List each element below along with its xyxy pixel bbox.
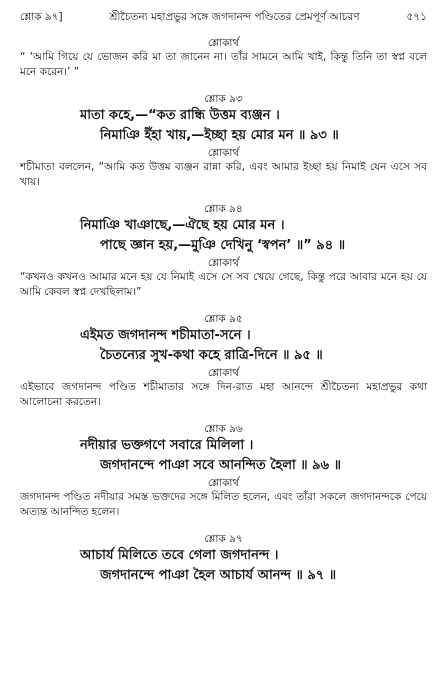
verse-line-2: নিমাঞি ইঁহা খায়,—ইচ্ছা হয় মোর মন ॥ ৯৩ ॥ — [100, 128, 339, 143]
running-header — [20, 10, 427, 24]
verse-heading: শ্লোক ৯৭ — [204, 533, 243, 545]
verse-heading: শ্লোক ৯৬ — [204, 423, 243, 435]
section-verse-94 — [20, 202, 427, 300]
verse-line-2: পাছে জ্ঞান হয়,—মুঞি দেখিনু ‘স্বপন’ ॥” ৯৪ ॥ — [100, 238, 346, 253]
section-verse-93 — [20, 92, 427, 190]
verse-line-2: জগদানন্দে পাঞা সবে আনন্দিত হৈলা ॥ ৯৬ ॥ — [100, 458, 341, 473]
translation-heading: শ্লোকার্থ — [207, 367, 240, 379]
section-verse-95 — [20, 312, 427, 410]
section-verse-97 — [20, 532, 427, 586]
verse-line-2: চৈতন্যের সুখ-কথা কহে রাত্রি-দিনে ॥ ৯৫ ॥ — [100, 348, 323, 363]
section-continuation — [20, 36, 427, 80]
verse-line-1: মাতা কহে,—“কত রান্ধি উত্তম ব্যঞ্জন । — [80, 108, 280, 123]
translation-heading: শ্লোকার্থ — [207, 477, 240, 489]
verse-line-1: নদীয়ার ভক্তগণে সবারে মিলিলা । — [80, 438, 254, 453]
translation-text: “ ‘আমি গিয়ে যে ভোজন করি মা তা জানেন না। তাঁর সামনে আমি খাই, কিন্তু তিনি তা স্বপ্ন বলে মনে করেন।’ ” — [20, 51, 427, 78]
verse-heading: শ্লোক ৯৩ — [204, 93, 243, 105]
verse-line-1: নিমাঞি খাঞাছে,—ঐছে হয় মোর মন । — [80, 218, 285, 233]
translation-text: “কখনও কখনও আমার মনে হয় যে নিমাই এসে সে সব খেয়ে গেছে, কিন্তু পরে আবার মনে হয় যে আমি কেবল স্বপ্ন দেখছিলাম।” — [20, 271, 427, 298]
translation-heading: শ্লোকার্থ — [207, 257, 240, 269]
translation-text: জগদানন্দ পণ্ডিত নদীয়ার সমস্ত ভক্তদের সঙ্গে মিলিত হলেন, এবং তাঁরা সকলে জগদানন্দকে পেয়ে অত্যন্ত আনন্দিত হলেন। — [20, 491, 427, 518]
translation-heading: শ্লোকার্থ — [207, 147, 240, 159]
verse-heading: শ্লোক ৯৪ — [204, 203, 243, 215]
header-verse-ref: শ্লোক ৯৭] — [20, 11, 63, 23]
page-number: ৫৭১ — [406, 11, 427, 23]
translation-text: শচীমাতা বললেন, “আমি কত উত্তম ব্যঞ্জন রান্না করি, এবং আমার ইচ্ছা হয় নিমাই যেন এসে সব খায়। — [20, 161, 427, 188]
verse-line-2: জগদানন্দে পাঞা হৈল আচার্য আনন্দ ॥ ৯৭ ॥ — [100, 568, 337, 583]
verse-line-1: আচার্য মিলিতে তবে গেলা জগদানন্দ । — [80, 548, 279, 563]
header-chapter-title: শ্রীচৈতন্য মহাপ্রভুর সঙ্গে জগদানন্দ পণ্ডিতের প্রেমপূর্ণ আচরণ — [109, 11, 360, 23]
section-verse-96 — [20, 422, 427, 520]
translation-text: এইভাবে জগদানন্দ পণ্ডিত শচীমাতার সঙ্গে দিন-রাত মহা আনন্দে শ্রীচৈতন্য মহাপ্রভুর কথা আলোচনা করতেন। — [20, 381, 427, 408]
verse-line-1: এইমত জগদানন্দ শচীমাতা-সনে । — [80, 328, 251, 343]
verse-heading: শ্লোক ৯৫ — [204, 313, 243, 325]
translation-heading: শ্লোকার্থ — [207, 37, 240, 49]
